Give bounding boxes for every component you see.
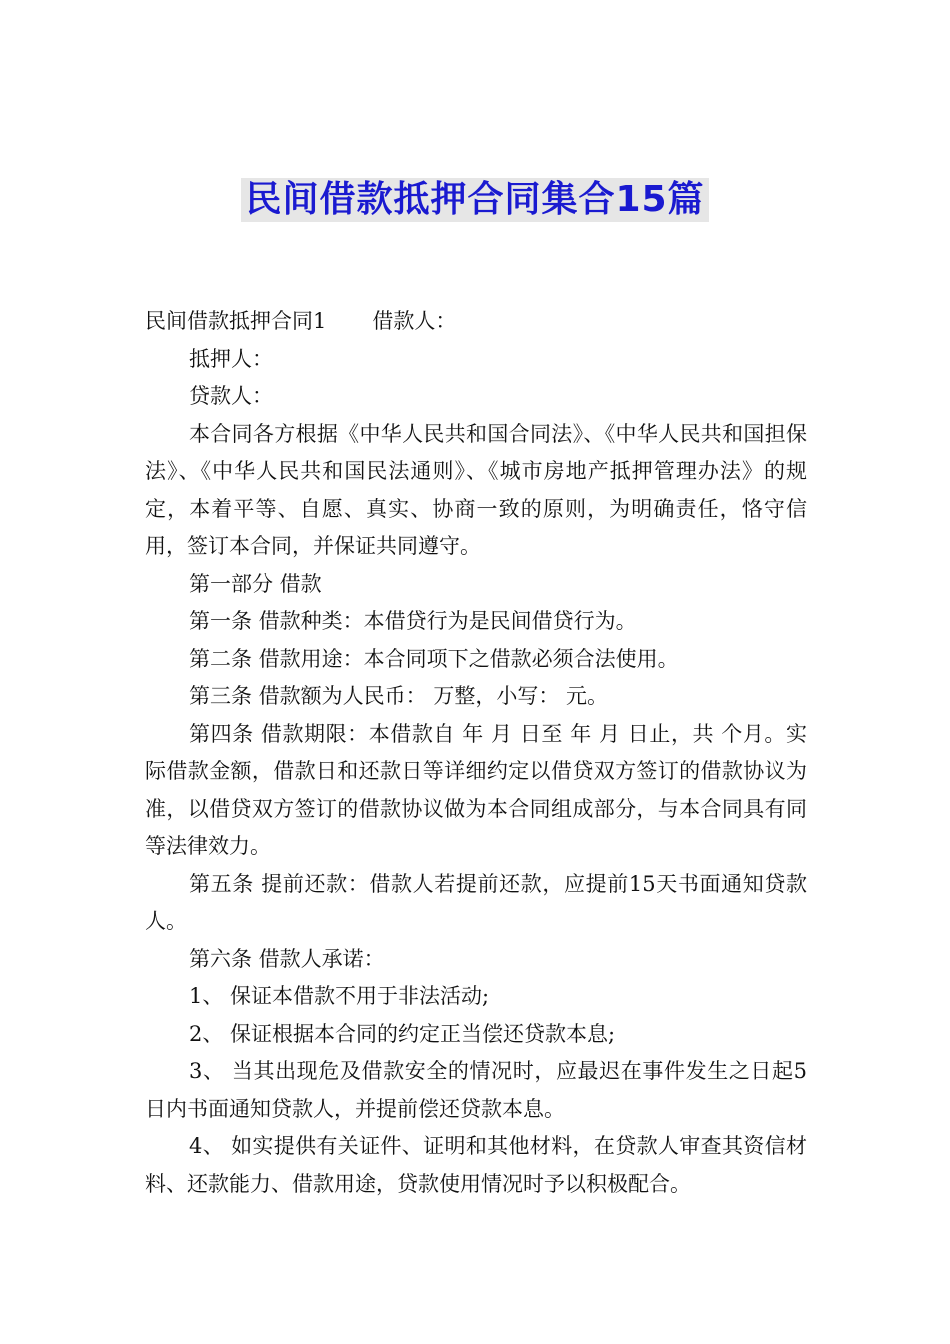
paragraph-part-one: 第一部分 借款	[189, 571, 322, 596]
paragraph-article-6: 第六条 借款人承诺：	[189, 946, 385, 971]
paragraph-article-2: 第二条 借款用途：本合同项下之借款必须合法使用。	[189, 646, 679, 671]
document-body	[145, 303, 807, 1203]
contract-heading: 民间借款抵押合同1	[145, 309, 327, 333]
paragraph-article-1: 第一条 借款种类：本借贷行为是民间借贷行为。	[189, 609, 637, 633]
paragraph-mortgagor: 抵押人：	[189, 346, 273, 371]
document-title: 民间借款抵押合同集合15篇	[241, 178, 708, 222]
paragraph-preamble: 本合同各方根据《中华人民共和国合同法》、《中华人民共和国担保法》、《中华人民共和国民法通则》、《城市房地产抵押管理办法》的规定，本着平等、自愿、真实、协商一致的原则，为明确责任，恪守信用，签订本合同，并保证共同遵守。	[145, 421, 807, 558]
first-line	[145, 303, 807, 341]
paragraph-item-1: 1、 保证本借款不用于非法活动;	[189, 984, 490, 1008]
paragraph-article-4: 第四条 借款期限：本借款自 年 月 日至 年 月 日止，共 个月。实际借款金额，借款日和还款日等详细约定以借贷双方签订的借款协议为准，以借贷双方签订的借款协议做为本合同组成部分，与本合同具有同等法律效力。	[145, 721, 807, 858]
title-wrap	[0, 178, 950, 222]
paragraph-lender: 贷款人：	[189, 384, 273, 408]
paragraph-item-2: 2、 保证根据本合同的约定正当偿还贷款本息;	[189, 1021, 616, 1046]
borrower-label: 借款人：	[372, 309, 457, 333]
paragraph-item-4: 4、 如实提供有关证件、证明和其他材料，在贷款人审查其资信材料、还款能力、借款用途，贷款使用情况时予以积极配合。	[145, 1134, 807, 1196]
paragraph-article-3: 第三条 借款额为人民币： 万整，小写： 元。	[189, 684, 609, 708]
paragraph-article-5: 第五条 提前还款：借款人若提前还款，应提前15天书面通知贷款人。	[145, 871, 807, 933]
paragraph-item-3: 3、 当其出现危及借款安全的情况时，应最迟在事件发生之日起5日内书面通知贷款人，并提前偿还贷款本息。	[145, 1059, 807, 1121]
